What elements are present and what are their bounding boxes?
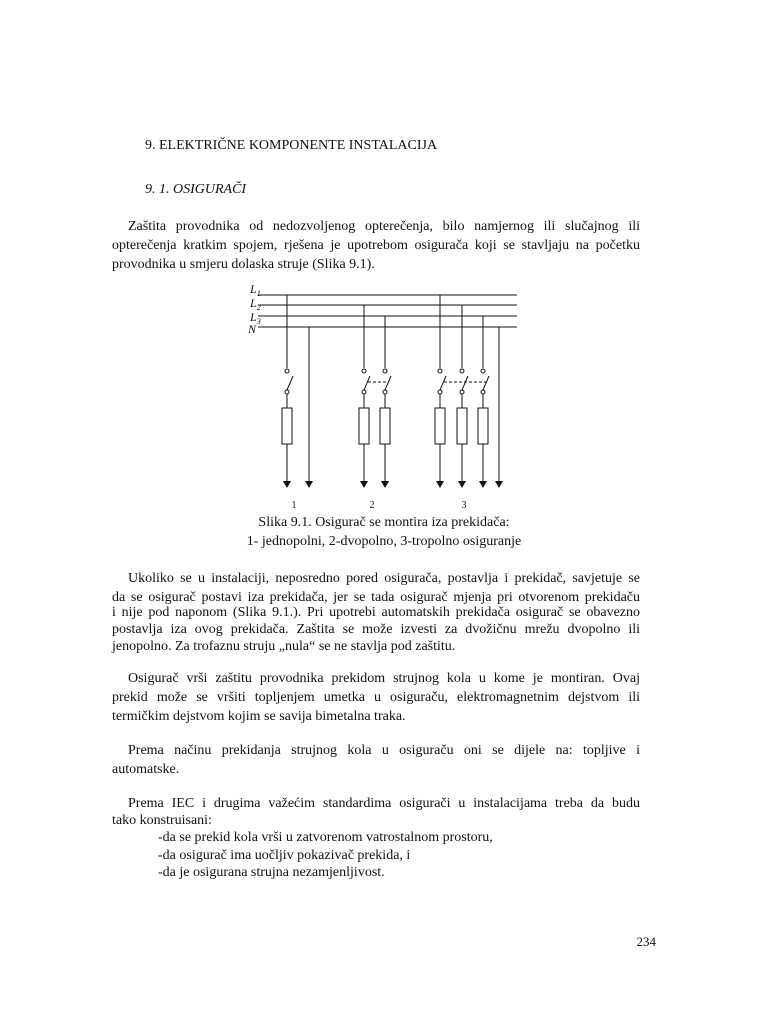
paragraph-line: opterečenja kratkim spojem, rješena je upotrebom osigurača koji se stavljaju na početku bbox=[112, 238, 640, 253]
group-label-2: 2 bbox=[369, 500, 375, 511]
figure-caption-line-2: 1- jednopolni, 2-dvopolno, 3-tropolno osiguranje bbox=[246, 534, 522, 549]
group-label-3: 3 bbox=[461, 500, 467, 511]
list-item: -da se prekid kola vrši u zatvorenom vatrostalnom prostoru, bbox=[158, 830, 493, 845]
svg-text:L1: $L_1$ bbox=[250, 282, 261, 298]
paragraph-line: tako konstruisani: bbox=[112, 813, 212, 828]
paragraph-line: provodnika u smjeru dolaska struje (Slika 9.1). bbox=[112, 257, 375, 272]
paragraph-line: Prema načinu prekidanja strujnog kola u osiguraču oni se dijele na: topljive i bbox=[128, 743, 640, 758]
chapter-heading: 9. ELEKTRIČNE KOMPONENTE INSTALACIJA bbox=[145, 138, 438, 153]
bus-lines bbox=[258, 295, 517, 327]
paragraph-line: da se osigurač postavi iza prekidača, jer se tada osigurač mjenja pri otvorenom prekidaču bbox=[112, 590, 640, 605]
paragraph-line: jenopolno. Za trofaznu struju „nula“ se ne stavlja pod zaštitu. bbox=[112, 639, 456, 654]
group-numbers bbox=[292, 500, 467, 511]
group-3-arrows bbox=[436, 481, 503, 488]
paragraph-line: automatske. bbox=[112, 762, 180, 777]
svg-text:N: N bbox=[248, 322, 257, 336]
page-number: 234 bbox=[636, 934, 656, 949]
section-heading: 9. 1. OSIGURAČI bbox=[145, 182, 247, 197]
svg-text:L3: $L_3$ bbox=[250, 310, 261, 326]
paragraph-line: Ukoliko se u instalaciji, neposredno pored osigurača, postavlja i prekidač, savjetuje se bbox=[128, 571, 640, 586]
paragraph-line: postavlja iza ovog prekidača. Zaštita se može izvesti za dvožičnu mrežu dvopolno ili bbox=[112, 622, 640, 637]
fuse-wiring-diagram bbox=[230, 282, 530, 514]
figure-caption-line-1: Slika 9.1. Osigurač se montira iza prekidača: bbox=[258, 515, 510, 530]
list-item: -da osigurač ima uočljiv pokazivač prekida, i bbox=[158, 848, 411, 863]
list-item: -da je osigurana strujna nezamjenljivost. bbox=[158, 865, 385, 880]
paragraph-line: Zaštita provodnika od nedozvoljenog opterečenja, bilo namjernog ili slučajnog ili bbox=[128, 219, 640, 234]
group-1-arrows bbox=[283, 481, 313, 488]
group-3-triple-pole bbox=[435, 295, 499, 482]
paragraph-line: prekid može se vršiti topljenjem umetka u osiguraču, elektromagnetnim dejstvom ili bbox=[112, 690, 640, 705]
paragraph-line: Prema IEC i drugima važećim standardima osigurači u instalacijama treba da budu bbox=[128, 796, 640, 811]
paragraph-line: Osigurač vrši zaštitu provodnika prekidom strujnog kola u kome je montiran. Ovaj bbox=[128, 671, 640, 686]
svg-text:L2: $L_2$ bbox=[250, 296, 261, 312]
group-2-arrows bbox=[360, 481, 389, 488]
paragraph-line: i nije pod naponom (Slika 9.1.). Pri upotrebi automatskih prekidača osigurač se obavezno bbox=[112, 605, 640, 620]
group-2-double-pole bbox=[359, 305, 391, 482]
bus-labels bbox=[247, 282, 261, 336]
paragraph-line: termičkim dejstvom kojim se savija bimetalna traka. bbox=[112, 709, 406, 724]
group-1-single-pole bbox=[282, 295, 309, 482]
group-label-1: 1 bbox=[291, 500, 297, 511]
